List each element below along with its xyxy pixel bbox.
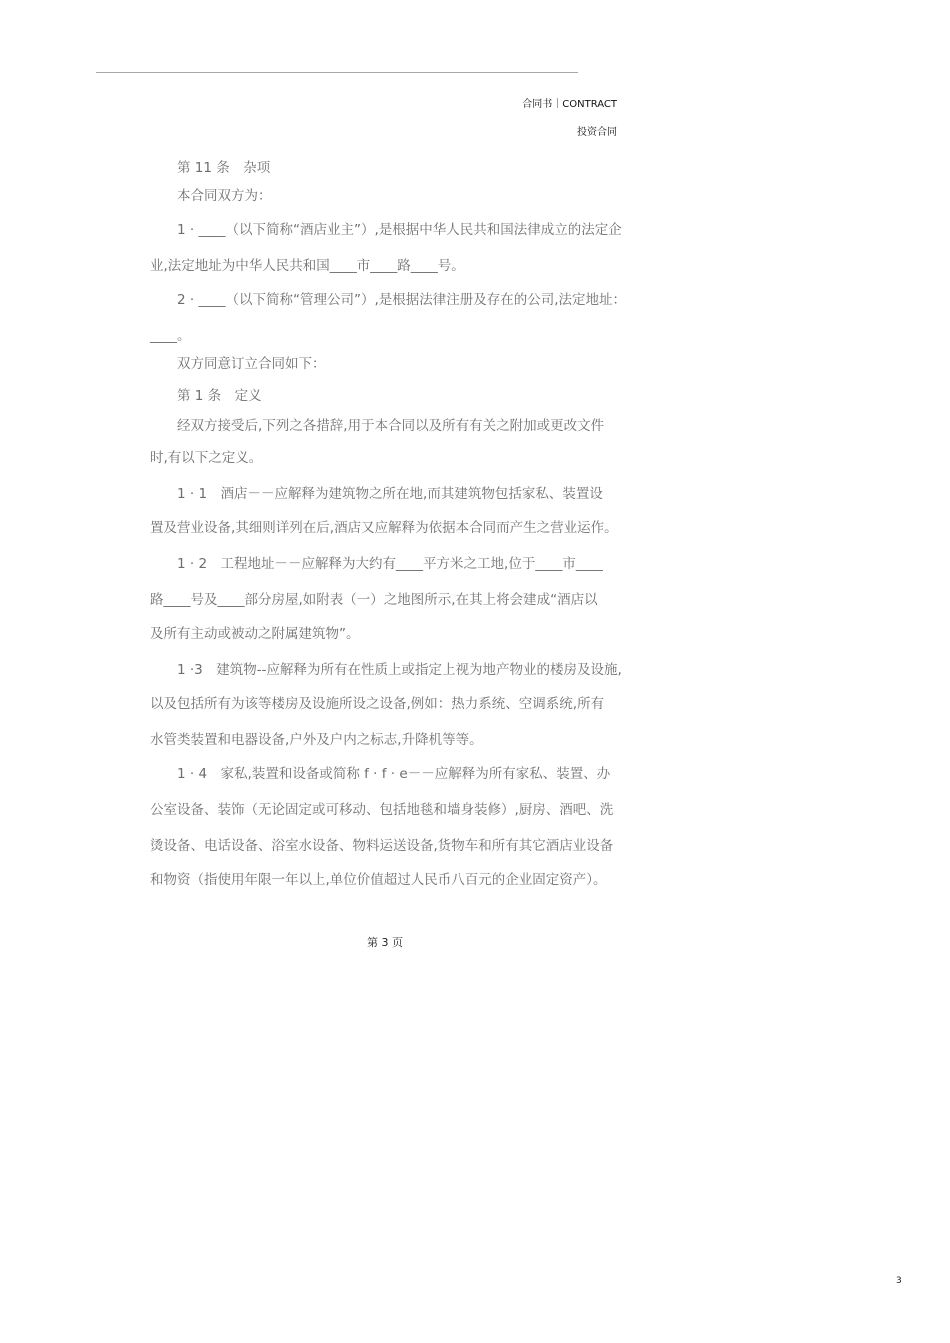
text-line: 路____号及____部分房屋,如附表（一）之地图所示,在其上将会建成“酒店以 — [150, 592, 598, 608]
text-line: 1 · ____（以下简称“酒店业主”）,是根据中华人民共和国法律成立的法定企 — [177, 222, 622, 238]
text-line: 2 · ____（以下简称“管理公司”）,是根据法律注册及存在的公司,法定地址： — [177, 292, 627, 308]
text-line: 第 1 条 定义 — [177, 388, 262, 404]
text-line: 业,法定地址为中华人民共和国____市____路____号。 — [150, 258, 465, 274]
text-line: 时,有以下之定义。 — [150, 450, 263, 466]
text-line: 公室设备、装饰（无论固定或可移动、包括地毯和墙身装修）,厨房、酒吧、洗 — [150, 802, 614, 818]
text-line: 置及营业设备,其细则详列在后,酒店又应解释为依据本合同而产生之营业运作。 — [150, 520, 618, 536]
header-rule — [96, 72, 578, 73]
text-line: 1 · 4 家私,装置和设备或简称 f · f · e－－应解释为所有家私、装置、办 — [177, 766, 611, 782]
text-line: 1 · 1 酒店－－应解释为建筑物之所在地,而其建筑物包括家私、装置设 — [177, 486, 603, 502]
text-line: 经双方接受后,下列之各措辞,用于本合同以及所有有关之附加或更改文件 — [177, 418, 605, 434]
text-line: 第 11 条 杂项 — [177, 160, 271, 176]
text-line: 1 ·3 建筑物--应解释为所有在性质上或指定上视为地产物业的楼房及设施, — [177, 662, 622, 678]
text-line: 本合同双方为： — [177, 188, 272, 204]
text-line: 烫设备、电话设备、浴室水设备、物料运送设备,货物车和所有其它酒店业设备 — [150, 838, 614, 854]
text-line: 双方同意订立合同如下： — [177, 356, 326, 372]
text-line: 水管类装置和电器设备,户外及户内之标志,升降机等等。 — [150, 732, 483, 748]
text-line: ____。 — [150, 328, 191, 344]
text-line: 1 · 2 工程地址－－应解释为大约有____平方米之工地,位于____市____ — [177, 556, 603, 572]
text-line: 及所有主动或被动之附属建筑物”。 — [150, 626, 360, 642]
page-number: 3 — [896, 1276, 902, 1286]
page-footer: 第 3 页 — [367, 936, 403, 949]
header-subtitle: 投资合同 — [577, 127, 617, 138]
text-line: 和物资（指使用年限一年以上,单位价值超过人民币八百元的企业固定资产）。 — [150, 872, 607, 888]
text-line: 以及包括所有为该等楼房及设施所设之设备,例如：热力系统、空调系统,所有 — [150, 696, 605, 712]
header-title: 合同书｜CONTRACT — [522, 99, 617, 110]
